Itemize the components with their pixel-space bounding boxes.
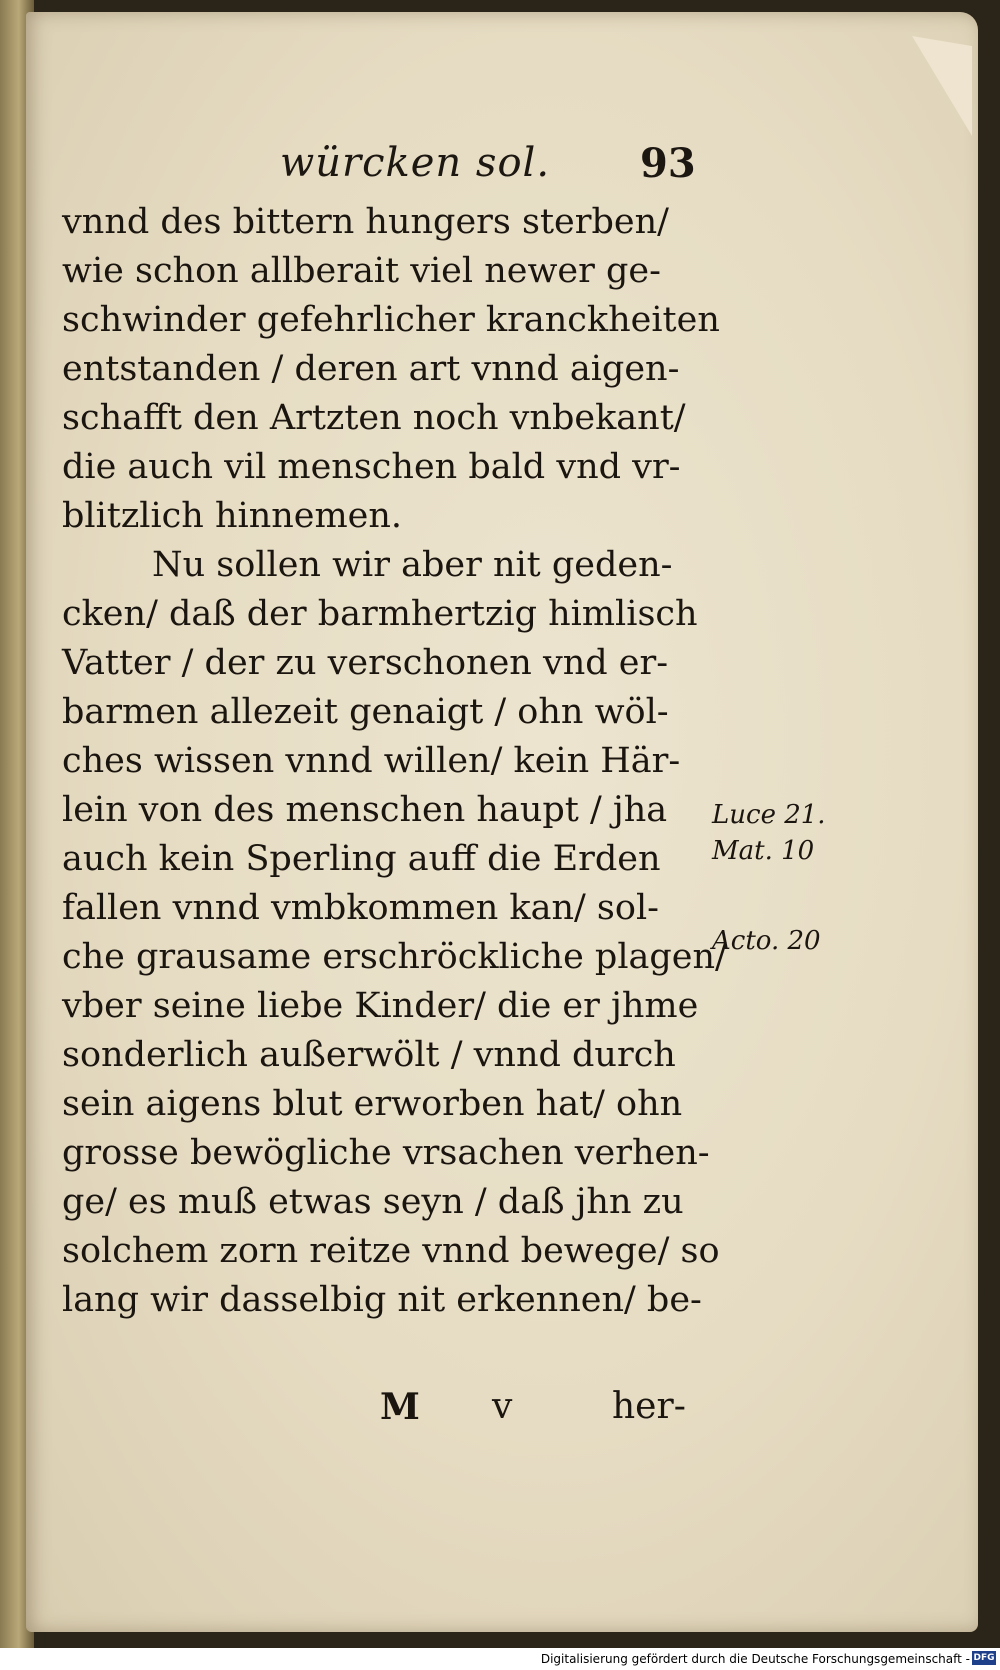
text-line: ches wissen vnnd willen/ kein Här-: [62, 741, 681, 781]
signature-number: v: [492, 1386, 513, 1427]
footer-bar: [0, 1648, 1000, 1670]
funding-credit: Digitalisierung gefördert durch die Deutsche Forschungsgemeinschaft -: [540, 1652, 970, 1666]
text-line: barmen allezeit genaigt / ohn wöl-: [62, 692, 669, 732]
text-line: lein von des menschen haupt / jha: [62, 790, 668, 830]
text-line: wie schon allberait viel newer ge-: [62, 251, 661, 291]
text-line: auch kein Sperling auff die Erden: [62, 839, 661, 879]
paragraph-start-line: Nu sollen wir aber nit geden-: [152, 545, 673, 585]
marginal-note: Acto. 20: [712, 926, 821, 956]
running-head: [250, 140, 710, 194]
text-line: Vatter / der zu verschonen vnd er-: [62, 643, 669, 683]
text-line: vber seine liebe Kinder/ die er jhme: [62, 986, 699, 1026]
marginal-note: Mat. 10: [712, 836, 815, 866]
signature-mark: M: [380, 1386, 420, 1428]
text-line: ge/ es muß etwas seyn / daß jhn zu: [62, 1182, 684, 1222]
text-line: die auch vil menschen bald vnd vr-: [62, 447, 681, 487]
text-line: blitzlich hinnemen.: [62, 496, 403, 536]
catchword: her-: [612, 1386, 686, 1427]
catchline: [380, 1386, 720, 1436]
text-line: vnnd des bittern hungers sterben/: [62, 202, 669, 242]
running-head-title: würcken sol.: [280, 140, 551, 186]
text-line: cken/ daß der barmhertzig himlisch: [62, 594, 698, 634]
dfg-logo: DFG: [973, 1653, 995, 1663]
text-line: che grausame erschröckliche plagen/: [62, 937, 727, 977]
text-line: lang wir dasselbig nit erkennen/ be-: [62, 1280, 702, 1320]
text-line: fallen vnnd vmbkommen kan/ sol-: [62, 888, 659, 928]
page-number: 93: [640, 140, 696, 187]
text-line: sein aigens blut erworben hat/ ohn: [62, 1084, 683, 1124]
text-line: grosse bewögliche vrsachen verhen-: [62, 1133, 710, 1173]
text-line: solchem zorn reitze vnnd bewege/ so: [62, 1231, 720, 1271]
body-text: [62, 198, 727, 1325]
marginal-note: Luce 21.: [712, 800, 826, 830]
text-line: schwinder gefehrlicher kranckheiten: [62, 300, 720, 340]
text-line: schafft den Artzten noch vnbekant/: [62, 398, 686, 438]
text-line: entstanden / deren art vnnd aigen-: [62, 349, 680, 389]
text-line: sonderlich außerwölt / vnnd durch: [62, 1035, 676, 1075]
